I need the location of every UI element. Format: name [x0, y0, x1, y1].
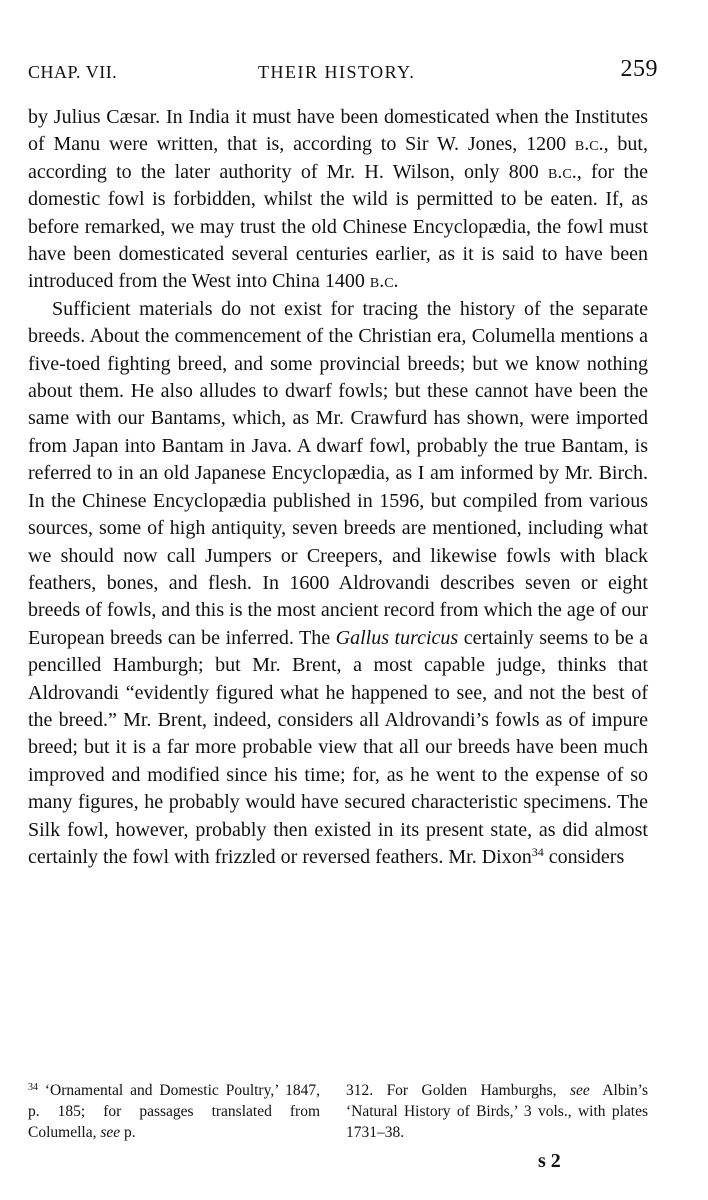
footnote-see: see	[569, 1082, 590, 1099]
text-run: certainly seems to be a pencilled Hamburgh; but Mr. Brent, a most capable judge, thinks that Aldrovandi “evidently figured what he happened to see, and not the best of the breed.” Mr. Brent, indeed, considers all Aldrovandi’s fowls as of impure breed; but it is a far more probable view that all our breeds have been much improved and modified since his time; for, as he went to the expense of so many figures, he probably would have secured characteristic specimens. The Silk fowl, however, probably then existed in its present state, as did almost certainly the fowl with frizzled or reversed feathers. Mr. Dixon	[28, 626, 649, 868]
era-abbrev: b.c.	[548, 160, 577, 183]
footnote-reference[interactable]: 34	[531, 844, 544, 859]
footnote-left-column	[28, 1080, 320, 1143]
text-run: , but, according to the later authority of Mr. H. Wilson, only 800	[28, 133, 648, 183]
page-number: 259	[620, 56, 658, 82]
footnote-marker: 34	[28, 1082, 38, 1093]
footnote-text: Albin’s ‘Natural History of Birds,’ 3 vols., with plates 1731–38.	[346, 1082, 648, 1141]
footnote-see: see	[100, 1124, 121, 1141]
footnote-text: p.	[120, 1124, 136, 1141]
running-header	[28, 56, 658, 86]
running-title: THEIR HISTORY.	[258, 62, 416, 82]
text-run: Sufficient materials do not exist for tracing the history of the separate breeds. About the commencement of the Christian era, Columella mentions a five-toed fighting breed, and some provincial breeds; but we know nothing about them. He also alludes to dwarf fowls; but these cannot have been the same with our Bantams, which, as Mr. Crawfurd has shown, were imported from Japan into Bantam in Java. A dwarf fowl, probably the true Bantam, is referred to in an old Japanese Encyclopædia, as I am informed by Mr. Birch. In the Chinese Encyclopædia published in 1596, but compiled from various sources, some of high antiquity, seven breeds are mentioned, including what we should now call Jumpers or Creepers, and likewise fowls with black feathers, bones, and flesh. In 1600 Aldrovandi describes seven or eight breeds of fowls, and this is the most ancient record from which the age of our European breeds can be inferred. The	[28, 297, 648, 649]
species-name: Gallus turcicus	[335, 626, 459, 649]
paragraph-1	[28, 104, 648, 296]
era-abbrev: b.c.	[369, 270, 399, 293]
paragraph-2	[28, 296, 648, 872]
footnote-right-column	[346, 1080, 648, 1143]
era-abbrev: b.c.	[574, 133, 604, 156]
text-run: considers	[543, 845, 625, 868]
chapter-label: CHAP. VII.	[28, 62, 118, 82]
text-run: , for the domestic fowl is forbidden, whilst the wild is permitted to be eaten. If, as before remarked, we may trust the old Chinese Encyclopædia, the fowl must have been domesticated several centuries earlier, as it is said to have been introduced from the West into China 1400	[28, 160, 648, 293]
signature-mark: s 2	[538, 1150, 561, 1172]
footnote-text: ‘Ornamental and Domestic Poultry,’ 1847, p. 185; for passages translated from Columella,	[28, 1082, 320, 1141]
body-text	[28, 104, 648, 871]
text-run: by Julius Cæsar. In India it must have been domesticated when the Institutes of Manu were written, that is, according to Sir W. Jones, 1200	[28, 106, 648, 156]
footnote-text: 312. For Golden Hamburghs,	[346, 1082, 570, 1099]
